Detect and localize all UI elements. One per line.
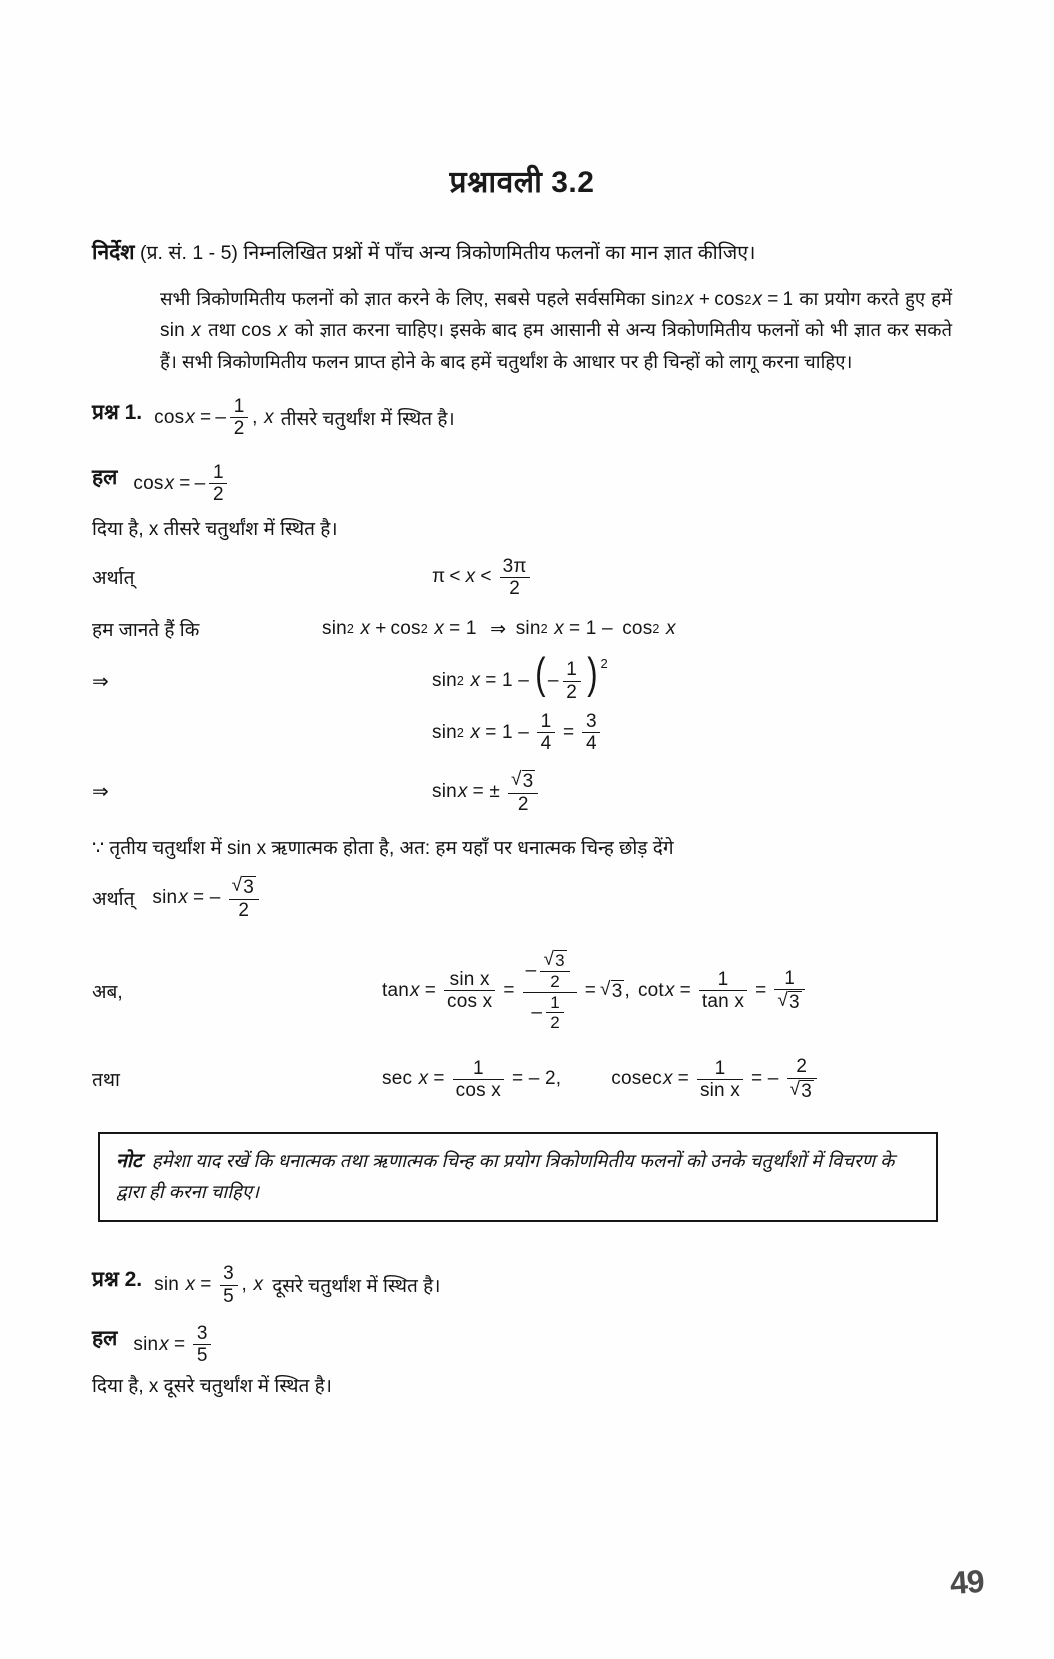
s3-fraction — [508, 770, 538, 814]
q1-identity-line — [92, 614, 952, 644]
solution-2-label: हल — [92, 1327, 118, 1351]
s3-var: x — [457, 780, 468, 802]
q1-identity-expr: sin 2 x + cos 2 x = 1 ⇒ sin 2 x = 1 – cos 2 x — [322, 618, 676, 640]
tan-cf-num-frac — [540, 950, 569, 990]
cosec-eq: = — [677, 1068, 689, 1090]
intro-part4: को ज्ञात करना चाहिए। इसके बाद हम आसानी से अन्य त्रिकोणमितीय फलनों को भी ज्ञात कर सकते हैं। सभी त्रिकोणमितीय फलन प्राप्त होने के बाद हमें चतुर्थांश के आधार पर ही चिन्हों को लागू करना चाहिए। — [160, 319, 953, 373]
id-implies: ⇒ — [484, 618, 512, 640]
q1-tail: तीसरे चतुर्थांश में स्थित है। — [280, 408, 455, 430]
tan-result-radicand: 3 — [611, 980, 623, 1002]
sol2-sin-eq — [133, 1324, 215, 1366]
cot-eq: = — [679, 979, 691, 1001]
cot-result-num: 1 — [784, 967, 795, 989]
sol1-fraction — [209, 463, 227, 505]
cot-num: 1 — [717, 968, 729, 990]
s2-fraction-2 — [582, 712, 600, 754]
tan-cf-den-frac — [546, 994, 564, 1032]
identity-sin: sin — [651, 288, 677, 310]
cosec-result-radical-sign: √ — [789, 1078, 801, 1100]
page-number: 49 — [949, 1562, 986, 1602]
s3-sqrt — [511, 770, 535, 792]
cosec-result-den — [787, 1080, 817, 1102]
sv-sin: sin — [152, 887, 178, 909]
note-text-body: हमेशा याद रखें कि धनात्मक तथा ऋणात्मक चिन्ह का प्रयोग त्रिकोणमितीय फलनों को उनके चतुर्थांशों में विचरण के द्वारा ही करना चाहिए। — [116, 1149, 895, 1202]
q1-sec-expr — [382, 1057, 821, 1101]
q1-sinvalue-expr — [152, 876, 263, 920]
tan-cf-den — [528, 994, 571, 1032]
q2-comma: , — [241, 1274, 248, 1296]
tan-ratio-fraction — [444, 970, 495, 1012]
q1-sign-note: ∵ तृतीय चतुर्थांश में sin x ऋणात्मक होता है, अत: हम यहाँ पर धनात्मक चिन्ह छोड़ देंगे — [92, 838, 674, 860]
q2-frac-num: 3 — [223, 1263, 234, 1285]
id-rhs-sin: sin — [515, 618, 541, 640]
q1-fn: cos — [154, 406, 185, 428]
cosec-eq2: = – — [751, 1068, 779, 1090]
q1-arthat2-label: अर्थात् — [92, 889, 135, 911]
tan-result-sqrt — [600, 980, 624, 1002]
q1-eq: = — [200, 406, 212, 428]
id-cos-var: x — [428, 618, 445, 640]
identity-plus: + — [698, 288, 711, 310]
q1-step2-math — [432, 712, 604, 754]
q1-sinvalue-math — [152, 876, 263, 920]
id-cos: cos — [390, 618, 421, 640]
s1-inner-num: 1 — [566, 659, 578, 681]
identity-one: 1 — [782, 288, 794, 310]
solution-2 — [92, 1324, 952, 1366]
cot-den: tan x — [701, 991, 745, 1013]
q1-tan-math — [382, 950, 809, 1031]
s1-paren-close: ) — [586, 649, 598, 699]
q1-step3-line — [92, 770, 952, 814]
q1-tan-line — [92, 950, 952, 1031]
id-rhs-eq: = 1 – — [568, 618, 613, 640]
s3-den: 2 — [517, 793, 529, 815]
cosec-result-num: 2 — [796, 1056, 808, 1078]
cosec-result-sqrt — [790, 1080, 814, 1102]
range-frac-den: 2 — [509, 577, 521, 599]
id-rhs-cos-var: x — [660, 618, 676, 640]
page-title: प्रश्नावली 3.2 — [449, 166, 595, 199]
id-rhs-cos: cos — [616, 618, 653, 640]
q2-fn: sin — [154, 1274, 180, 1296]
id-rhs-var: x — [548, 618, 564, 640]
cot-fraction — [699, 970, 747, 1012]
sol2-frac-den: 5 — [196, 1345, 208, 1367]
cot-fn: cot — [637, 979, 664, 1001]
tan-cf-num-radicand: 3 — [555, 951, 565, 971]
pythagorean-identity: sin 2 x + cos 2 x = 1 — [651, 285, 793, 316]
sv-eq: = – — [193, 887, 221, 909]
s3-radicand: 3 — [522, 770, 534, 792]
tan-result-radical-sign: √ — [600, 978, 611, 1000]
q2-tail: दूसरे चतुर्थांश में स्थित है। — [272, 1276, 441, 1298]
sv-var: x — [178, 887, 189, 909]
q1-arthat-label: अर्थात् — [92, 568, 135, 590]
solution-1 — [92, 463, 952, 505]
q1-var: x — [185, 406, 196, 428]
s2-eq: = 1 – — [485, 721, 530, 743]
q1-minus: – — [215, 406, 227, 428]
sv-radical-sign: √ — [231, 875, 243, 897]
sol1-var: x — [164, 472, 175, 494]
q2-equation — [154, 1264, 264, 1306]
s2-f1-den: 4 — [540, 733, 552, 755]
sec-eq2: = – 2, — [512, 1068, 562, 1090]
q1-step1-math — [432, 649, 608, 703]
sec-num: 1 — [472, 1057, 484, 1079]
s1-inner-den: 2 — [566, 681, 578, 703]
tan-cf-den-num: 1 — [550, 992, 560, 1012]
q1-range-math — [432, 557, 534, 599]
tan-cf-den-den: 2 — [550, 1012, 560, 1032]
id-sin: sin — [322, 618, 347, 640]
sv-sqrt — [232, 876, 256, 898]
sec-eq: = — [433, 1068, 445, 1090]
tan-cf-num-den: 2 — [550, 972, 560, 992]
note-keyword: नोट — [116, 1149, 142, 1172]
sol2-var: x — [159, 1333, 169, 1355]
q1-step2-expr: sin 2 x = 1 – $\frac{1}{4}$ = $\frac{3}{4}$ — [432, 712, 604, 754]
q1-step3-expr — [432, 770, 542, 814]
cosec-fraction — [697, 1059, 743, 1101]
identity-var-1: x — [684, 288, 694, 310]
s3-sin: sin — [432, 780, 457, 802]
cot-eq2: = — [755, 979, 767, 1001]
s2-f1-num: 1 — [540, 711, 552, 733]
s1-outer-power: 2 — [600, 656, 608, 672]
cosec-result-radicand: 3 — [801, 1080, 812, 1102]
sol1-cos-eq — [133, 463, 231, 505]
q1-var-2: x — [258, 406, 274, 428]
s3-num — [508, 770, 538, 792]
sol2-eq: = — [173, 1333, 186, 1355]
sol1-fn: cos — [133, 472, 164, 494]
sec-var: x — [413, 1068, 429, 1090]
q1-sec-line — [92, 1057, 952, 1101]
q1-given-line: दिया है, x तीसरे चतुर्थांश में स्थित है। — [92, 518, 338, 540]
tan-ratio-den: cos x — [447, 991, 493, 1013]
intro-part1: सभी त्रिकोणमितीय फलनों को ज्ञात करने के लिए, सबसे पहले सर्वसमिका — [160, 287, 646, 309]
range-var: x — [465, 566, 476, 588]
q1-identity-math — [322, 618, 677, 641]
q1-comma: , — [252, 406, 258, 428]
q2-frac-den: 5 — [223, 1285, 234, 1307]
tan-cf-num-radical-sign: √ — [543, 949, 555, 971]
id-eq1: = 1 — [449, 618, 477, 640]
s1-power-group — [533, 649, 608, 703]
identity-cos: cos — [714, 288, 745, 310]
question-2 — [92, 1264, 952, 1306]
inline-sin-x: sin x — [160, 316, 202, 347]
q1-step3-implies: ⇒ — [92, 781, 109, 804]
s3-eq: = ± — [472, 780, 500, 802]
s1-inner-fraction — [563, 660, 581, 702]
q2-given-line: दिया है, x दूसरे चतुर्थांश में स्थित है। — [92, 1375, 332, 1397]
tan-eq2: = — [503, 979, 515, 1001]
s1-paren-open: ( — [535, 649, 546, 699]
sol1-eq: = — [179, 472, 191, 494]
q1-know-label: हम जानते हैं कि — [92, 620, 200, 642]
inline-sin-var: x — [191, 320, 202, 342]
range-frac-num: 3π — [502, 555, 527, 577]
tan-complex-fraction — [523, 950, 577, 1031]
solution-2-equation — [133, 1324, 215, 1366]
identity-equals: = — [767, 288, 779, 310]
tan-ratio-num: sin x — [449, 968, 490, 990]
q1-range-expr — [432, 557, 534, 599]
q1-step1-implies: ⇒ — [92, 670, 109, 693]
cosec-den: sin x — [699, 1079, 741, 1101]
solution-1-label: हल — [92, 465, 118, 489]
question-2-statement — [154, 1264, 440, 1306]
q2-eq: = — [200, 1274, 212, 1296]
question-2-label: प्रश्न 2. — [92, 1268, 143, 1292]
question-1-statement — [154, 397, 455, 439]
range-lt1: < — [449, 566, 461, 588]
cosec-fn: cosec — [611, 1068, 662, 1090]
inline-cos-var: x — [277, 320, 288, 342]
cot-result-den — [774, 991, 804, 1013]
cot-result-fraction — [774, 969, 804, 1013]
s2-f2-den: 4 — [585, 733, 597, 755]
cosec-var: x — [662, 1068, 673, 1090]
tan-fn: tan — [382, 979, 410, 1001]
s1-eq: = 1 – — [485, 670, 530, 692]
q1-fraction — [230, 397, 248, 439]
tan-comma: , — [624, 979, 630, 1001]
q1-frac-num: 1 — [233, 396, 245, 418]
range-lt2: < — [480, 566, 492, 588]
tan-eq: = — [424, 979, 437, 1001]
cot-result-sqrt — [777, 991, 801, 1013]
tan-eq3: = — [584, 979, 597, 1001]
sol1-minus: – — [194, 472, 206, 494]
sv-num — [229, 876, 259, 898]
q1-sec-math — [382, 1057, 821, 1101]
inline-cos-x: cos x — [241, 316, 288, 347]
tan-cf-num-rad-wrap — [540, 950, 569, 970]
q1-step3-math — [432, 770, 542, 814]
page-content — [92, 0, 952, 1398]
intro-part2: का प्रयोग करते हुए हमें — [799, 287, 953, 309]
sol2-fn: sin — [133, 1333, 159, 1355]
question-1 — [92, 397, 952, 439]
q2-var: x — [180, 1274, 196, 1296]
range-fraction — [500, 557, 530, 599]
s2-fraction-1 — [537, 712, 555, 754]
range-pi: π — [432, 566, 446, 588]
s3-radical-sign: √ — [511, 768, 522, 790]
tan-var: x — [410, 979, 420, 1001]
sec-fn: sec — [382, 1068, 413, 1090]
q1-tan-expr — [382, 950, 809, 1031]
q1-step1-expr: sin 2 x = 1 – ( – $\frac{1}{2}$ ) 2 — [432, 649, 608, 703]
q1-range-line — [92, 557, 952, 599]
instruction-block — [92, 237, 952, 270]
tan-cf-num-minus: – — [525, 959, 537, 981]
sv-den: 2 — [238, 900, 250, 922]
s2-var: x — [465, 721, 481, 743]
sol1-frac-den: 2 — [212, 484, 224, 506]
sol1-frac-num: 1 — [212, 461, 224, 483]
q1-step1-line — [92, 649, 952, 703]
q1-step2-line — [92, 712, 952, 754]
sol2-frac-num: 3 — [196, 1323, 208, 1345]
s1-inner-minus: – — [547, 670, 559, 692]
instruction-text: (प्र. सं. 1 - 5) निम्नलिखित प्रश्नों में पाँच अन्य त्रिकोणमितीय फलनों का मान ज्ञात कीजिए। — [139, 242, 756, 264]
s2-sin: sin — [432, 721, 457, 743]
intro-part3: तथा — [208, 319, 236, 341]
note-box — [98, 1132, 938, 1223]
s1-var: x — [465, 670, 481, 692]
s1-sin: sin — [432, 670, 457, 692]
instruction-lead-label: निर्देश — [92, 241, 135, 264]
q2-var-2: x — [248, 1274, 264, 1296]
q1-ab-label: अब, — [92, 981, 123, 1003]
question-1-label: प्रश्न 1. — [92, 401, 143, 425]
sv-fraction — [229, 876, 259, 920]
cot-var: x — [664, 979, 675, 1001]
s2-eq2: = — [563, 721, 575, 743]
id-plus: + — [375, 618, 387, 640]
identity-var-2: x — [752, 288, 763, 310]
q2-fraction — [220, 1264, 238, 1306]
sec-fraction — [453, 1059, 504, 1101]
tan-cf-num-sqrt — [543, 950, 566, 970]
sec-den: cos x — [455, 1079, 502, 1101]
note-content — [116, 1146, 920, 1207]
q1-sinvalue-line — [92, 876, 952, 920]
cot-result-radicand: 3 — [789, 992, 800, 1014]
sv-radicand: 3 — [243, 877, 254, 899]
s2-f2-num: 3 — [585, 711, 597, 733]
tan-cf-den-minus: – — [531, 1001, 543, 1023]
id-sin-var: x — [355, 618, 371, 640]
solution-1-equation — [133, 463, 231, 505]
q1-tatha-label: तथा — [92, 1070, 120, 1092]
cosec-num: 1 — [714, 1057, 726, 1079]
intro-paragraph — [160, 284, 952, 378]
tan-cf-num — [523, 950, 577, 990]
q1-frac-den: 2 — [233, 418, 245, 440]
sol2-fraction — [193, 1324, 211, 1366]
cosec-result-fraction — [787, 1057, 817, 1101]
cot-result-radical-sign: √ — [777, 990, 789, 1012]
q1-equation — [154, 397, 275, 439]
